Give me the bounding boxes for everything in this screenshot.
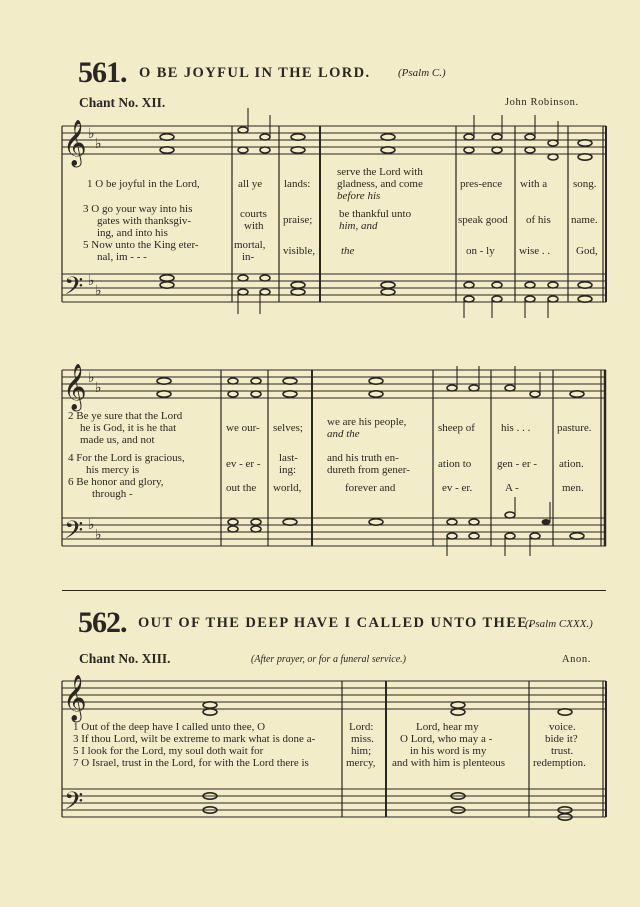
flat-icon: ♭ <box>95 527 102 543</box>
v4-c4: ation to <box>438 458 472 470</box>
usage-note-562: (After prayer, or for a funeral service.) <box>251 654 406 665</box>
v5-c4: on - ly <box>466 245 495 257</box>
v3-c3a: be thankful unto <box>339 208 412 220</box>
v1-c5: with a <box>520 178 548 190</box>
v2-c1: we our- <box>226 422 260 434</box>
hymn-title-562: OUT OF THE DEEP HAVE I CALLED UNTO THEE. <box>138 615 534 631</box>
v4-c1: ev - er - <box>226 458 261 470</box>
p562-line2-a: 3 If thou Lord, wilt be extreme to mark what is done a- <box>73 733 316 745</box>
v1-c1: all ye <box>238 178 263 190</box>
v3-c1a: courts <box>240 208 267 220</box>
p562-line3-b: him; <box>351 745 372 757</box>
v4-c3a: and his truth en- <box>327 452 399 464</box>
psalm-ref-562: (Psalm CXXX.) <box>525 618 593 630</box>
v1-c3a: serve the Lord with <box>337 166 423 178</box>
v1-text: 1 O be joyful in the Lord, <box>87 178 200 190</box>
v4-c6: ation. <box>559 458 584 470</box>
v4-c2a: last- <box>279 452 298 464</box>
v6-text1: 6 Be honor and glory, <box>68 476 164 488</box>
v5-text1: 5 Now unto the King eter- <box>83 239 199 251</box>
flat-icon: ♭ <box>88 370 95 386</box>
v1-c4: pres-ence <box>460 178 503 190</box>
system3-treble-staff <box>62 681 606 709</box>
v3-c3b: him, and <box>339 220 378 232</box>
v3-text2: gates with thanksgiv- <box>97 215 192 227</box>
composer-562: Anon. <box>562 654 591 665</box>
v5-c2: visible, <box>283 245 316 257</box>
flat-icon: ♭ <box>88 517 95 533</box>
bass-clef-icon: 𝄢 <box>64 272 84 307</box>
hymn-number-561: 561. <box>78 56 127 89</box>
flat-icon: ♭ <box>88 273 95 289</box>
v6-c3: forever and <box>345 482 396 494</box>
v6-c2: world, <box>273 482 302 494</box>
flat-icon: ♭ <box>95 283 102 299</box>
v2-c2: selves; <box>273 422 303 434</box>
flat-icon: ♭ <box>88 126 95 142</box>
v2-c3b: and the <box>327 428 360 440</box>
v4-text1: 4 For the Lord is gracious, <box>68 452 185 464</box>
p562-line1-b: Lord: <box>349 721 374 733</box>
p562-line3-c: in his word is my <box>410 745 487 757</box>
v2-c3a: we are his people, <box>327 416 407 428</box>
system2-treble-staff <box>62 370 606 398</box>
p562-line3-a: 5 I look for the Lord, my soul doth wait for <box>73 745 264 757</box>
v4-c2b: ing: <box>279 464 297 476</box>
p562-line2-b: miss. <box>351 733 374 745</box>
v2-c4: sheep of <box>438 422 475 434</box>
treble-clef-icon: 𝄞 <box>63 364 87 410</box>
chant-number-561: Chant No. XII. <box>79 95 166 110</box>
hymn-number-562: 562. <box>78 606 127 639</box>
v3-text3: ing, and into his <box>97 227 168 239</box>
v1-c6: song. <box>573 178 597 190</box>
v3-c4: speak good <box>458 214 508 226</box>
v4-text2: his mercy is <box>86 464 140 476</box>
v1-c3c: before his <box>337 190 381 202</box>
psalm-ref-561: (Psalm C.) <box>398 67 446 79</box>
v4-c3b: dureth from gener- <box>327 464 410 476</box>
system2-bass-staff <box>62 518 606 546</box>
v2-c6: pasture. <box>557 422 592 434</box>
p562-line4-a: 7 O Israel, trust in the Lord, for with the Lord there is <box>73 757 309 769</box>
flat-icon: ♭ <box>95 136 102 152</box>
v6-c1: out the <box>226 482 257 494</box>
composer-561: John Robinson. <box>505 97 579 108</box>
p562-line1-d: voice. <box>549 721 576 733</box>
v6-c6: men. <box>562 482 584 494</box>
v2-text1: 2 Be ye sure that the Lord <box>68 410 183 422</box>
v6-c5: A - <box>505 482 519 494</box>
treble-clef-icon: 𝄞 <box>63 120 87 166</box>
p562-line4-c: and with him is plenteous <box>392 757 506 769</box>
v3-text1: 3 O go your way into his <box>83 203 193 215</box>
system1-bass-staff <box>62 274 606 302</box>
p562-line2-c: O Lord, who may a - <box>400 733 493 745</box>
v5-c1b: in- <box>242 251 255 263</box>
v5-c3: the <box>341 245 355 257</box>
v3-c1b: with <box>244 220 264 232</box>
v3-c2: praise; <box>283 214 313 226</box>
chant-number-562: Chant No. XIII. <box>79 651 171 666</box>
p562-line1-a: 1 Out of the deep have I called unto thee, O <box>73 721 266 733</box>
v5-c5: wise . . <box>519 245 551 257</box>
v2-text3: made us, and not <box>80 434 155 446</box>
treble-clef-icon: 𝄞 <box>63 675 87 721</box>
v4-c5: gen - er - <box>497 458 538 470</box>
p562-line2-d: bide it? <box>545 733 578 745</box>
p562-line4-d: redemption. <box>533 757 586 769</box>
v1-c2: lands: <box>284 178 311 190</box>
flat-icon: ♭ <box>95 380 102 396</box>
v2-c5: his . . . <box>501 422 531 434</box>
system3-bass-staff <box>62 789 606 817</box>
quarter-note-icon <box>542 519 551 525</box>
v3-c5: of his <box>526 214 551 226</box>
v6-c4: ev - er. <box>442 482 473 494</box>
hymn-title-561: O BE JOYFUL IN THE LORD. <box>139 65 371 81</box>
bass-clef-icon: 𝄢 <box>64 787 84 822</box>
v5-c6: God, <box>576 245 598 257</box>
p562-line1-c: Lord, hear my <box>416 721 479 733</box>
p562-line4-b: mercy, <box>346 757 376 769</box>
section-divider <box>62 590 606 591</box>
v6-text2: through - <box>92 488 133 500</box>
bass-clef-icon: 𝄢 <box>64 516 84 551</box>
v5-text2: nal, im - - - <box>97 251 147 263</box>
v3-c6: name. <box>571 214 598 226</box>
v5-c1a: mortal, <box>234 239 266 251</box>
p562-line3-d: trust. <box>551 745 574 757</box>
v2-text2: he is God, it is he that <box>80 422 177 434</box>
v1-c3b: gladness, and come <box>337 178 423 190</box>
